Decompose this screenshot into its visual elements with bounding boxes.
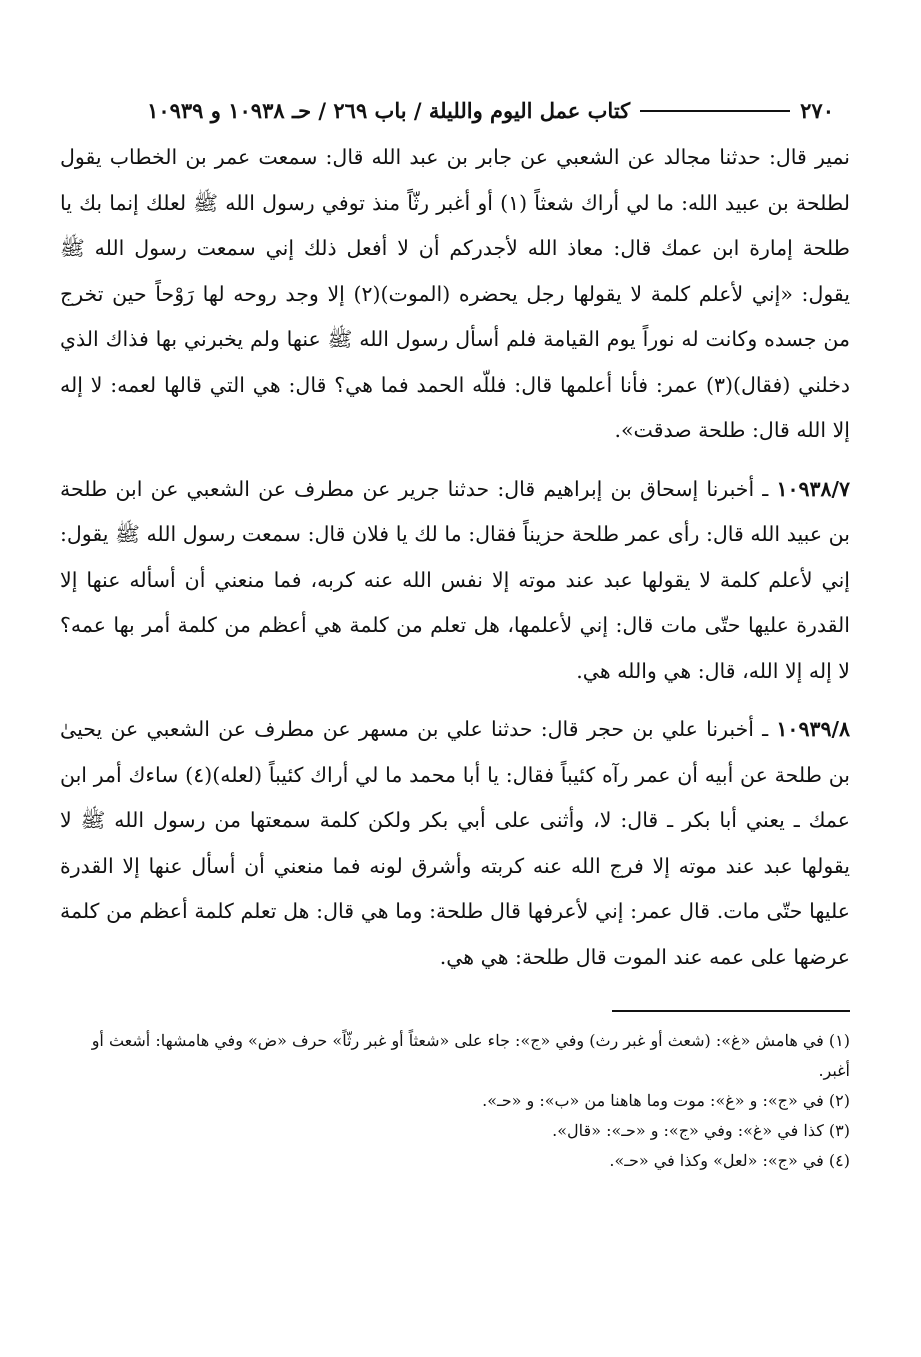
- hadith-paragraph: [60, 707, 850, 980]
- paragraph-text: ـ أخبرنا علي بن حجر قال: حدثنا علي بن مسهر عن مطرف عن الشعبي عن يحيىٰ بن طلحة عن أبيه أن عمر رآه كئيباً فقال: يا أبا محمد ما لي أراك كئيباً (لعله)(٤) ساءك أمر ابن عمك ـ يعني أبا بكر ـ قال: لا، وأثنى على أبي بكر ولكن كلمة سمعتها من رسول الله ﷺ لا يقولها عبد عند موته إلا فرج الله عنه كربته وأشرق لونه فما منعني أن أسأل عنها إلا القدرة عليها حتّى مات. قال عمر: إني لأعرفها قال طلحة: وما هي قال: هل تعلم كلمة أعظم من كلمة عرضها على عمه عند الموت قال طلحة: هي هي.: [60, 717, 851, 969]
- paragraph-continuation: [60, 135, 850, 454]
- main-text: [60, 135, 850, 980]
- running-title: كتاب عمل اليوم والليلة / باب ٢٦٩ / حـ ١٠٩٣٨ و ١٠٩٣٩: [147, 98, 631, 123]
- paragraph-text: ـ أخبرنا إسحاق بن إبراهيم قال: حدثنا جرير عن مطرف عن الشعبي عن ابن طلحة بن عبيد الله قال: رأى عمر طلحة حزيناً فقال: ما لك يا فلان قال: سمعت رسول الله ﷺ يقول: إني لأعلم كلمة لا يقولها عبد عند موته إلا نفس الله عنه كربه، فما منعني أن أسأله عنها إلا القدرة عليها حتّى مات قال: إني لأعلمها، هل تعلم من كلمة هي أعظم من كلمة أمر بها عمه؟ لا إله إلا الله، قال: هي والله هي.: [60, 476, 850, 683]
- footnote-divider: [612, 1010, 850, 1012]
- header-rule: [640, 110, 790, 112]
- footnote: (١) في هامش «غ»: (شعث أو غبر رث) وفي «ج»: جاء على «شعثاً أو غبر رثّاً» حرف «ض» وفي هامشها: أشعث أو أغبر.: [91, 1031, 850, 1080]
- hadith-number: ١٠٩٣٨/٧: [776, 476, 850, 501]
- page-header: [60, 95, 834, 127]
- footnotes: [60, 1026, 850, 1176]
- footnote: (٢) في «ج»: و «غ»: موت وما هاهنا من «ب»: و «حـ».: [482, 1091, 850, 1110]
- hadith-number: ١٠٩٣٩/٨: [776, 717, 850, 741]
- book-page: [60, 95, 850, 1176]
- page-number: ٢٧٠: [800, 98, 834, 123]
- footnote: (٣) كذا في «غ»: وفي «ج»: و «حـ»: «قال».: [552, 1121, 850, 1140]
- hadith-paragraph: [60, 467, 850, 695]
- footnote: (٤) في «ج»: «لعل» وكذا في «حـ».: [609, 1151, 850, 1170]
- paragraph-text: نمير قال: حدثنا مجالد عن الشعبي عن جابر بن عبد الله قال: سمعت عمر بن الخطاب يقول لطلحة بن عبيد الله: ما لي أراك شعثاً (١) أو أغبر رثّاً منذ توفي رسول الله ﷺ لعلك إنما بك يا طلحة إمارة ابن عمك قال: معاذ الله لأجدركم أن لا أفعل ذلك إني سمعت رسول الله ﷺ يقول: «إني لأعلم كلمة لا يقولها رجل يحضره (الموت)(٢) إلا وجد روحه لها رَوْحاً حين تخرج من جسده وكانت له نوراً يوم القيامة فلم أسأل رسول الله ﷺ عنها ولم يخبرني بها فذاك الذي دخلني (فقال)(٣) عمر: فأنا أعلمها قال: فللّه الحمد فما هي؟ قال: هي التي قالها لعمه: لا إله إلا الله قال: طلحة صدقت».: [60, 145, 850, 442]
